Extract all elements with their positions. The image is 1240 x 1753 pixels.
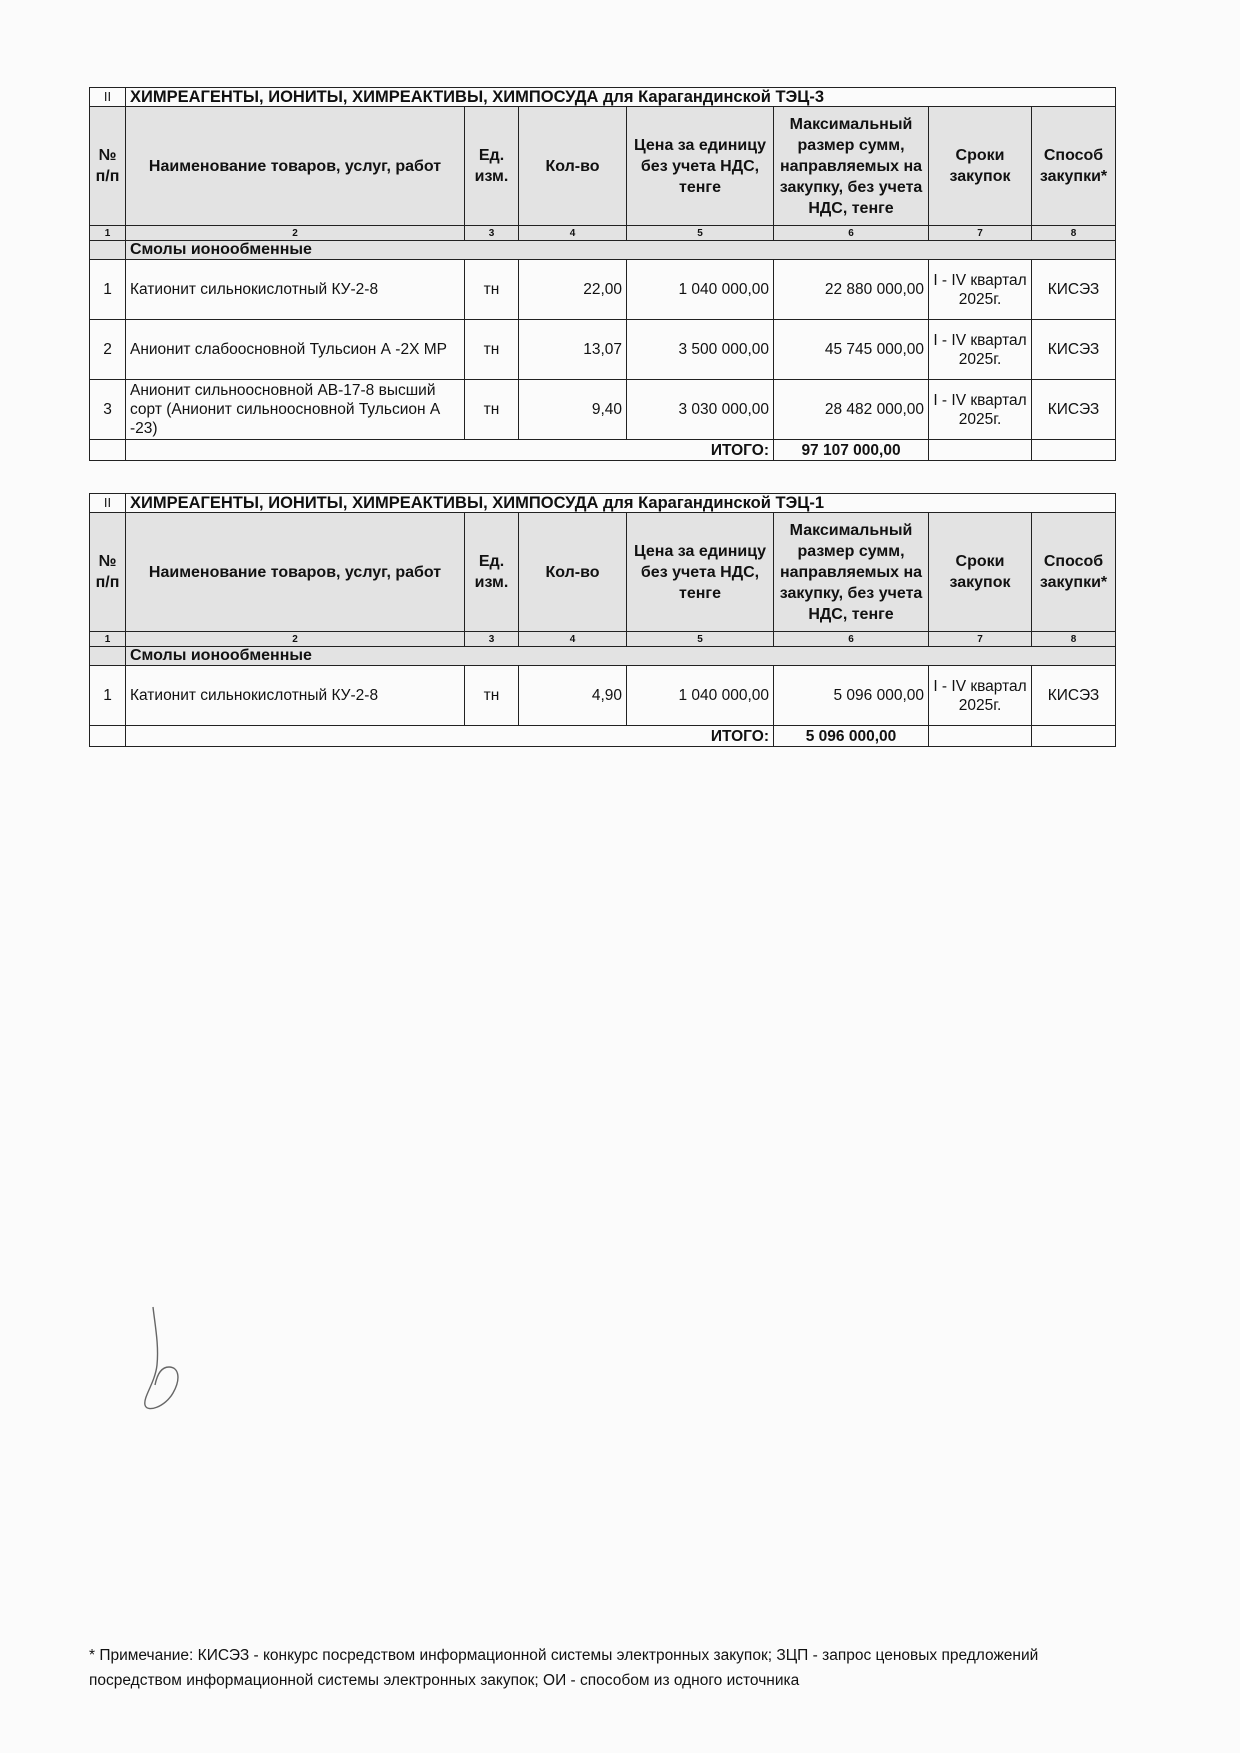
row-method: КИСЭЗ	[1032, 320, 1116, 380]
row-qty: 13,07	[519, 320, 627, 380]
procurement-table-tec3	[89, 87, 1116, 461]
table-row	[90, 666, 1116, 726]
header-method: Способ закупки*	[1032, 513, 1116, 632]
row-name: Катионит сильнокислотный КУ-2-8	[126, 666, 465, 726]
row-sum: 45 745 000,00	[774, 320, 929, 380]
procurement-table-tec1	[89, 493, 1116, 747]
section-header	[90, 88, 1116, 107]
row-period: I - IV квартал 2025г.	[929, 380, 1032, 440]
header-sum: Максимальный размер сумм, направляемых на закупку, без учета НДС, тенге	[774, 107, 929, 226]
row-price: 1 040 000,00	[627, 666, 774, 726]
section-roman: II	[90, 88, 126, 107]
row-num: 3	[90, 380, 126, 440]
row-num: 1	[90, 666, 126, 726]
row-name: Катионит сильнокислотный КУ-2-8	[126, 260, 465, 320]
col-number: 7	[929, 226, 1032, 241]
col-number: 8	[1032, 632, 1116, 647]
col-number: 7	[929, 632, 1032, 647]
group-row	[90, 647, 1116, 666]
row-price: 1 040 000,00	[627, 260, 774, 320]
row-period: I - IV квартал 2025г.	[929, 666, 1032, 726]
header-unit: Ед. изм.	[465, 513, 519, 632]
table-row	[90, 260, 1116, 320]
header-num: № п/п	[90, 107, 126, 226]
column-headers	[90, 107, 1116, 226]
row-period: I - IV квартал 2025г.	[929, 320, 1032, 380]
total-row	[90, 726, 1116, 747]
column-headers	[90, 513, 1116, 632]
total-row	[90, 440, 1116, 461]
total-empty	[1032, 726, 1116, 747]
row-method: КИСЭЗ	[1032, 666, 1116, 726]
total-spacer	[90, 440, 126, 461]
header-price: Цена за единицу без учета НДС, тенге	[627, 513, 774, 632]
header-name: Наименование товаров, услуг, работ	[126, 107, 465, 226]
col-number: 3	[465, 226, 519, 241]
section-header	[90, 494, 1116, 513]
header-qty: Кол-во	[519, 513, 627, 632]
row-qty: 4,90	[519, 666, 627, 726]
header-period: Сроки закупок	[929, 513, 1032, 632]
row-price: 3 500 000,00	[627, 320, 774, 380]
col-number: 4	[519, 632, 627, 647]
section-title: ХИМРЕАГЕНТЫ, ИОНИТЫ, ХИМРЕАКТИВЫ, ХИМПОСУДА для Карагандинской ТЭЦ-3	[126, 88, 1116, 107]
total-spacer	[90, 726, 126, 747]
total-value: 5 096 000,00	[774, 726, 929, 747]
total-value: 97 107 000,00	[774, 440, 929, 461]
col-number: 4	[519, 226, 627, 241]
row-unit: тн	[465, 260, 519, 320]
row-price: 3 030 000,00	[627, 380, 774, 440]
row-num: 1	[90, 260, 126, 320]
group-spacer	[90, 647, 126, 666]
group-title: Смолы ионообменные	[126, 647, 1116, 666]
header-price: Цена за единицу без учета НДС, тенге	[627, 107, 774, 226]
col-number: 1	[90, 632, 126, 647]
row-method: КИСЭЗ	[1032, 380, 1116, 440]
row-num: 2	[90, 320, 126, 380]
row-qty: 22,00	[519, 260, 627, 320]
col-number: 5	[627, 226, 774, 241]
col-number: 1	[90, 226, 126, 241]
group-row	[90, 241, 1116, 260]
col-number: 6	[774, 226, 929, 241]
col-number: 5	[627, 632, 774, 647]
total-label: ИТОГО:	[126, 440, 774, 461]
signature	[135, 1305, 205, 1415]
col-number: 8	[1032, 226, 1116, 241]
row-sum: 22 880 000,00	[774, 260, 929, 320]
total-empty	[929, 726, 1032, 747]
row-name: Анионит слабоосновной Тульсион А -2Х МР	[126, 320, 465, 380]
footnote: * Примечание: КИСЭЗ - конкурс посредством информационной системы электронных закупок; ЗЦП - запрос ценовых предложений посредством информационной системы электронных закупок; ОИ - способом из одного источника	[89, 1647, 1039, 1689]
row-unit: тн	[465, 666, 519, 726]
col-number: 3	[465, 632, 519, 647]
total-empty	[929, 440, 1032, 461]
header-name: Наименование товаров, услуг, работ	[126, 513, 465, 632]
row-name: Анионит сильноосновной АВ-17-8 высший сорт (Анионит сильноосновной Тульсион А -23)	[126, 380, 465, 440]
section-title: ХИМРЕАГЕНТЫ, ИОНИТЫ, ХИМРЕАКТИВЫ, ХИМПОСУДА для Карагандинской ТЭЦ-1	[126, 494, 1116, 513]
total-empty	[1032, 440, 1116, 461]
row-sum: 28 482 000,00	[774, 380, 929, 440]
col-number: 6	[774, 632, 929, 647]
col-number: 2	[126, 226, 465, 241]
header-num: № п/п	[90, 513, 126, 632]
group-spacer	[90, 241, 126, 260]
col-number: 2	[126, 632, 465, 647]
column-numbers	[90, 226, 1116, 241]
table-row	[90, 380, 1116, 440]
table-row	[90, 320, 1116, 380]
row-period: I - IV квартал 2025г.	[929, 260, 1032, 320]
header-qty: Кол-во	[519, 107, 627, 226]
row-unit: тн	[465, 380, 519, 440]
header-method: Способ закупки*	[1032, 107, 1116, 226]
header-sum: Максимальный размер сумм, направляемых на закупку, без учета НДС, тенге	[774, 513, 929, 632]
header-unit: Ед. изм.	[465, 107, 519, 226]
column-numbers	[90, 632, 1116, 647]
row-qty: 9,40	[519, 380, 627, 440]
row-sum: 5 096 000,00	[774, 666, 929, 726]
row-unit: тн	[465, 320, 519, 380]
group-title: Смолы ионообменные	[126, 241, 1116, 260]
header-period: Сроки закупок	[929, 107, 1032, 226]
section-roman: II	[90, 494, 126, 513]
row-method: КИСЭЗ	[1032, 260, 1116, 320]
total-label: ИТОГО:	[126, 726, 774, 747]
